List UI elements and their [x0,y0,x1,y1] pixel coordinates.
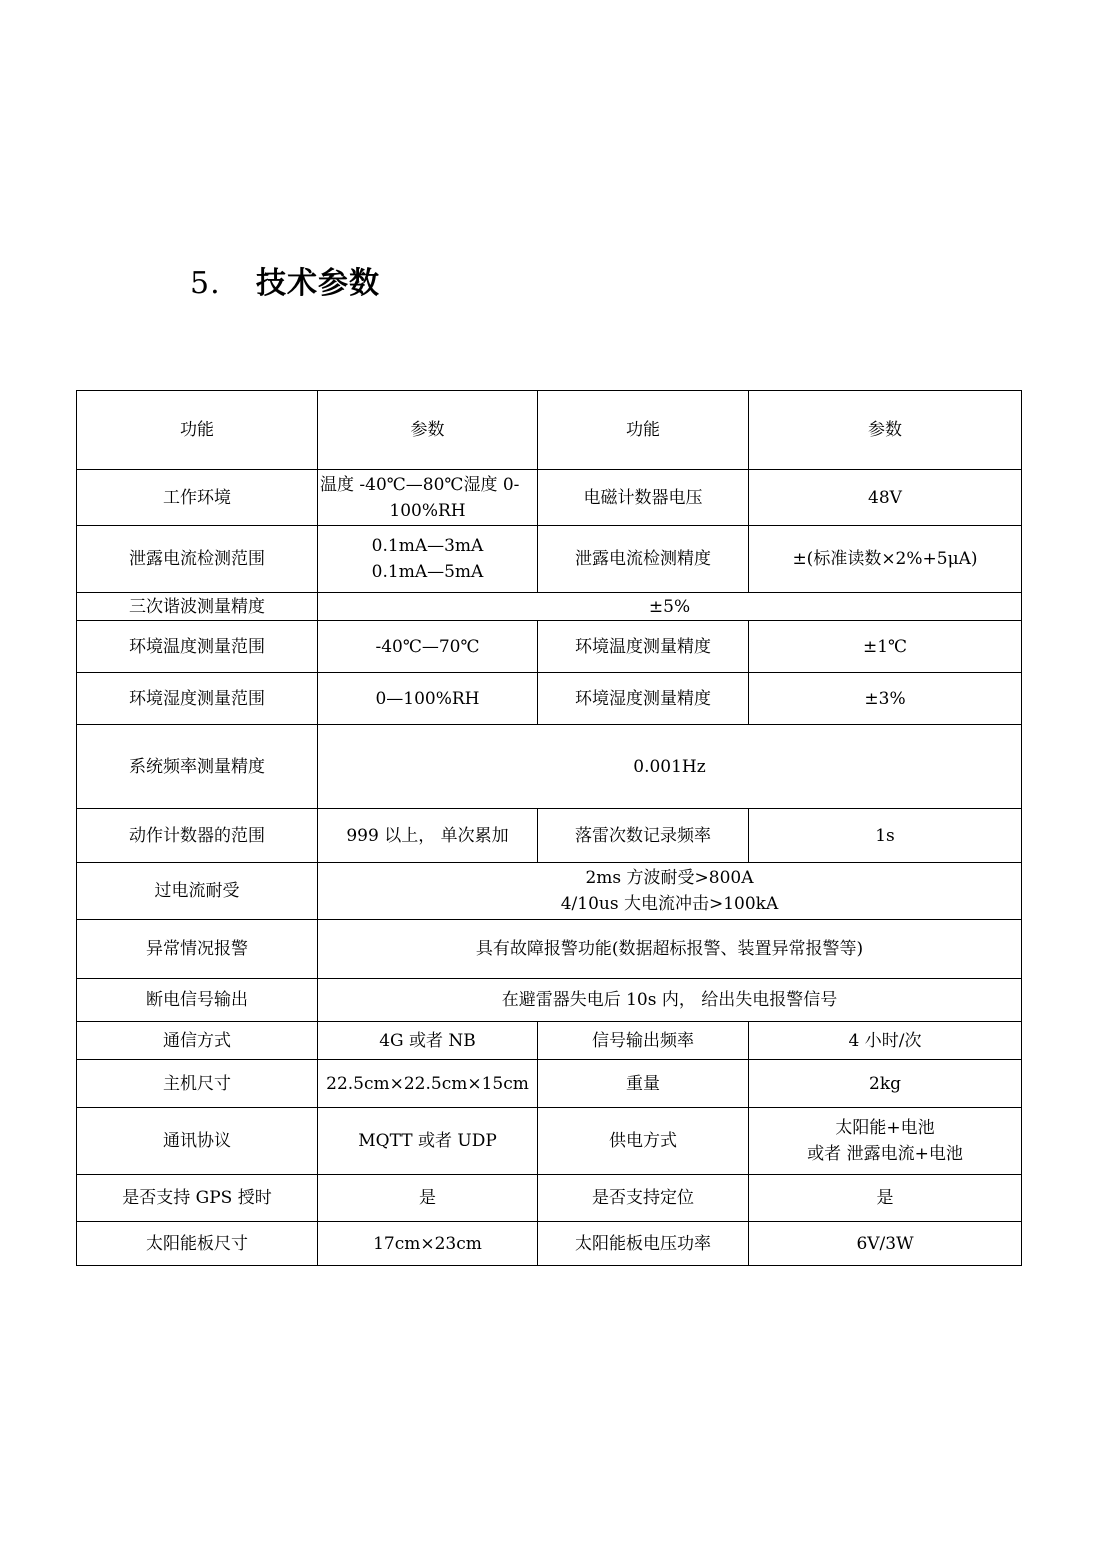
param-name: 太阳能板尺寸 [77,1222,318,1266]
spec-table [76,390,1022,1266]
param-value: 6V/3W [749,1222,1022,1266]
param-value: -40℃—70℃ [318,621,538,673]
value-line: 温度 -40℃—80℃湿度 0- [320,474,520,495]
param-name: 泄露电流检测范围 [77,526,318,593]
table-row [77,1175,1022,1222]
header-cell: 功能 [77,391,318,470]
param-value: 0.001Hz [318,725,1022,809]
param-value: 48V [749,470,1022,526]
param-name: 工作环境 [77,470,318,526]
param-value: ±3% [749,673,1022,725]
param-value: 是 [749,1175,1022,1222]
param-name: 通讯协议 [77,1108,318,1175]
section-number: 5. [190,266,221,301]
value-line: 或者 泄露电流+电池 [807,1144,963,1164]
param-name: 信号输出频率 [538,1022,749,1060]
param-name: 是否支持定位 [538,1175,749,1222]
param-name: 环境湿度测量范围 [77,673,318,725]
param-name: 环境湿度测量精度 [538,673,749,725]
param-name: 环境温度测量范围 [77,621,318,673]
value-line: 4/10us 大电流冲击>100kA [560,894,779,914]
table-row [77,1222,1022,1266]
param-value: 1s [749,809,1022,863]
table-row [77,593,1022,621]
param-name: 系统频率测量精度 [77,725,318,809]
header-cell: 参数 [749,391,1022,470]
param-name: 太阳能板电压功率 [538,1222,749,1266]
table-row [77,920,1022,979]
param-value: ±1℃ [749,621,1022,673]
param-value [318,470,538,526]
value-line: 2ms 方波耐受>800A [585,868,754,888]
param-name: 环境温度测量精度 [538,621,749,673]
param-value [318,863,1022,920]
param-name: 三次谐波测量精度 [77,593,318,621]
table-row [77,673,1022,725]
param-value: 999 以上， 单次累加 [318,809,538,863]
header-cell: 功能 [538,391,749,470]
table-row [77,526,1022,593]
header-cell: 参数 [318,391,538,470]
param-name: 异常情况报警 [77,920,318,979]
param-name: 过电流耐受 [77,863,318,920]
param-name: 断电信号输出 [77,979,318,1022]
param-value [318,526,538,593]
param-value: 2kg [749,1060,1022,1108]
param-value: ±(标准读数×2%+5μA) [749,526,1022,593]
value-line: 100%RH [389,500,466,521]
param-name: 通信方式 [77,1022,318,1060]
param-value: 是 [318,1175,538,1222]
param-value: 0—100%RH [318,673,538,725]
value-line: 0.1mA—5mA [371,562,484,582]
table-row [77,470,1022,526]
param-value: 4G 或者 NB [318,1022,538,1060]
table-row [77,725,1022,809]
param-value: 4 小时/次 [749,1022,1022,1060]
param-value: 22.5cm×22.5cm×15cm [318,1060,538,1108]
param-value: 17cm×23cm [318,1222,538,1266]
value-line: 0.1mA—3mA [371,536,484,556]
param-value [749,1108,1022,1175]
param-name: 供电方式 [538,1108,749,1175]
table-row [77,1060,1022,1108]
param-value: 在避雷器失电后 10s 内， 给出失电报警信号 [318,979,1022,1022]
param-value: ±5% [318,593,1022,621]
table-row [77,1022,1022,1060]
param-name: 落雷次数记录频率 [538,809,749,863]
param-name: 动作计数器的范围 [77,809,318,863]
param-value: 具有故障报警功能(数据超标报警、装置异常报警等) [318,920,1022,979]
table-row [77,979,1022,1022]
section-heading [190,258,380,302]
table-row [77,809,1022,863]
table-row [77,863,1022,920]
param-name: 重量 [538,1060,749,1108]
param-name: 泄露电流检测精度 [538,526,749,593]
table-header-row [77,391,1022,470]
param-name: 主机尺寸 [77,1060,318,1108]
table-row [77,1108,1022,1175]
section-title: 技术参数 [256,266,380,301]
param-name: 电磁计数器电压 [538,470,749,526]
table-row [77,621,1022,673]
param-name: 是否支持 GPS 授时 [77,1175,318,1222]
value-line: 太阳能+电池 [835,1118,935,1138]
param-value: MQTT 或者 UDP [318,1108,538,1175]
